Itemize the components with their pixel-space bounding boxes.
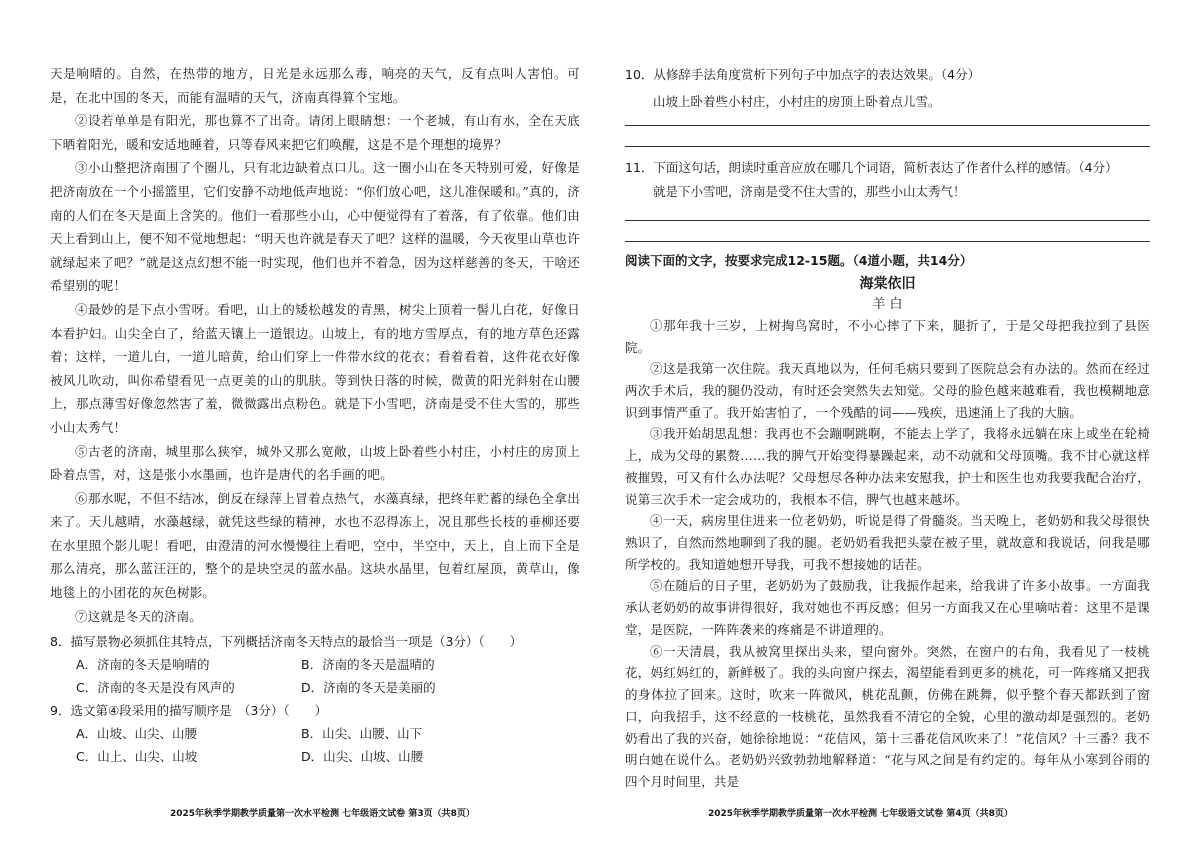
right-page — [625, 62, 1150, 793]
article-author: 羊 白 — [872, 296, 903, 312]
question-9-options — [76, 722, 580, 768]
option-9d[interactable]: D．山尖、山坡、山腰 — [301, 749, 424, 765]
paragraph-3: ③小山整把济南围了个圈儿，只有北边缺着点口儿。这一圈小山在冬天特别可爱，好像是把济南放在一个小摇篮里，它们安静不动地低声地说：“你们放心吧，这儿准保暖和。”真的，济南的人们在冬天是面上含笑的。他们一看那些小山，心中便觉得有了着落，有了依靠。他们由天上看到山上，便不知不觉地想起：“明天也许就是春天了吧？这样的温暖，今天夜里山草也许就绿起来了吧？”就是这点幻想不能一时实现，他们也并不着急，因为这样慈善的冬天，干啥还希望别的呢！ — [50, 160, 580, 294]
paragraph-4: ④最妙的是下点小雪呀。看吧，山上的矮松越发的青黑，树尖上顶着一髻儿白花，好像日本看护妇。山尖全白了，给蓝天镶上一道银边。山坡上，有的地方雪厚点，有的地方草色还露着；这样，一道儿白，一道儿暗黄，给山们穿上一件带水纹的花衣；看着看着，这件花衣好像被风儿吹动，叫你希望看见一点更美的山的肌肤。等到快日落的时候，微黄的阳光斜射在山腰上，那点薄雪好像忽然害了羞，微微露出点粉色。就是下小雪吧，济南是受不住大雪的，那些小山太秀气！ — [50, 301, 580, 435]
option-9c[interactable]: C．山上、山尖、山坡 — [76, 749, 198, 765]
page-footer-right: 2025年秋季学期教学质量第一次水平检测 七年级语文试卷 第4页（共8页） — [708, 809, 1013, 819]
option-9b[interactable]: B．山尖、山腰、山下 — [301, 726, 423, 742]
left-page — [50, 62, 580, 768]
article-paragraph-2: ②这是我第一次住院。我天真地以为，任何毛病只要到了医院总会有办法的。然而在经过两次手术后，我的腿仍没动，有时还会突然失去知觉。父母的脸色越来越难看，我也模糊地意识到事情严重了。我开始害怕了，一个残酷的词——残疾，迅速涌上了我的大脑。 — [625, 361, 1150, 420]
paragraph-7: ⑦这就是冬天的济南。 — [75, 608, 203, 624]
option-8b[interactable]: B．济南的冬天是温晴的 — [301, 657, 435, 673]
paragraph-6: ⑥那水呢，不但不结冰，倒反在绿萍上冒着点热气，水藻真绿，把终年贮蓄的绿色全拿出来了。天儿越晴，水藻越绿，就凭这些绿的精神，水也不忍得冻上，况且那些长枝的垂柳还要在水里照个影儿呢！看吧，由澄清的河水慢慢往上看吧，空中，半空中，天上，自上而下全是那么清亮，那么蓝汪汪的，整个的是块空灵的蓝水晶。这块水晶里，包着红屋顶，黄草山，像地毯上的小团花的灰色树影。 — [50, 490, 580, 601]
question-8-options — [76, 653, 580, 699]
question-11-quote: 就是下小雪吧，济南是受不住大雪的，那些小山太秀气！ — [653, 184, 966, 200]
paragraph-2: ②设若单单是有阳光，那也算不了出奇。请闭上眼睛想：一个老城，有山有水，全在天底下晒着阳光，暖和安适地睡着，只等春风来把它们唤醒，这是不是个理想的境界？ — [50, 113, 580, 152]
option-8c[interactable]: C．济南的冬天是没有风声的 — [76, 680, 235, 696]
option-8a[interactable]: A．济南的冬天是响晴的 — [76, 657, 210, 673]
question-8: 8．描写景物必须抓住其特点，下列概括济南冬天特点的最恰当一项是（3分）（ ） — [50, 634, 523, 650]
option-9a[interactable]: A．山坡、山尖、山腰 — [76, 726, 198, 742]
article-paragraph-3: ③我开始胡思乱想：我再也不会蹦啊跳啊，不能去上学了，我将永远躺在床上或坐在轮椅上，成为父母的累赘……我的脾气开始变得暴躁起来，动不动就和父母顶嘴。我不甘心就这样被摧毁，可又有什么办法呢？父母想尽各种办法来安慰我，护士和医生也劝我要我配合治疗，说第三次手术一定会成功的，我根本不信，脾气也越来越坏。 — [625, 426, 1150, 507]
article-paragraph-6: ⑥一天清晨，我从被窝里探出头来，望向窗外。突然，在窗户的右角，我看见了一枝桃花，妈红妈红的，新鲜极了。我的头向窗户探去，渴望能看到更多的桃花，可一阵疼痛又把我的身体拉了回来。这时，吹来一阵微风，桃花乱颤，仿佛在跳舞，似乎整个春天都跃到了窗口，向我招手，这不经意的一枝桃花，虽然我看不清它的全貌，心里的激动却是强烈的。老奶奶看出了我的兴奋，她徐徐地说：“花信风，第十三番花信风吹来了！”花信风？十三番？我不明白她在说什么。老奶奶兴致勃勃地解释道：“花与风之间是有约定的。每年从小寒到谷雨的四个月时间里，共是 — [625, 643, 1150, 789]
question-9: 9．选文第④段采用的描写顺序是 （3分）（ ） — [50, 703, 328, 719]
question-10-quote: 山坡上卧着些小村庄，小村庄的房顶上卧着点儿雪。 — [653, 94, 941, 110]
question-10: 10．从修辞手法角度赏析下列句子中加点字的表达效果。（4分） — [625, 67, 981, 82]
article-paragraph-5: ⑤在随后的日子里，老奶奶为了鼓励我，让我振作起来，给我讲了许多小故事。一方面我承认老奶奶的故事讲得很好，我对她也不再反感；但另一方面我又在心里嘀咕着：这里不是课堂，是医院，一阵阵袭来的疼痛是不讲道理的。 — [625, 578, 1150, 637]
paragraph-5: ⑤古老的济南，城里那么狭窄，城外又那么宽敞，山坡上卧着些小村庄，小村庄的房顶上卧着点雪，对，这是张小水墨画，也许是唐代的名手画的吧。 — [50, 443, 580, 483]
article-paragraph-1: ①那年我十三岁，上树掏鸟窝时，不小心摔了下来，腿折了，于是父母把我拉到了县医院。 — [625, 317, 1150, 355]
option-8d[interactable]: D．济南的冬天是美丽的 — [301, 680, 436, 696]
page-footer-left: 2025年秋季学期教学质量第一次水平检测 七年级语文试卷 第3页（共8页） — [170, 809, 475, 819]
article-paragraph-4: ④一天，病房里住进来一位老奶奶，听说是得了骨髓炎。当天晚上，老奶奶和我父母很快熟识了，自然而然地聊到了我的腿。老奶奶看我把头蒙在被子里，就故意和我说话，问我是哪所学校的。我知道她想开导我，可我不想接她的话茬。 — [625, 513, 1150, 572]
article-title: 海棠依旧 — [859, 275, 916, 292]
question-11: 11．下面这句话，朗读时重音应放在哪几个词语，简析表达了作者什么样的感情。（4分） — [625, 160, 1118, 176]
paragraph-1-tail: 天是响晴的。自然，在热带的地方，日光是永远那么毒，响亮的天气，反有点叫人害怕。可是，在北中国的冬天，而能有温晴的天气，济南真得算个宝地。 — [50, 66, 580, 105]
reading-section-heading: 阅读下面的文字，按要求完成12-15题。（4道小题，共14分） — [625, 253, 973, 269]
